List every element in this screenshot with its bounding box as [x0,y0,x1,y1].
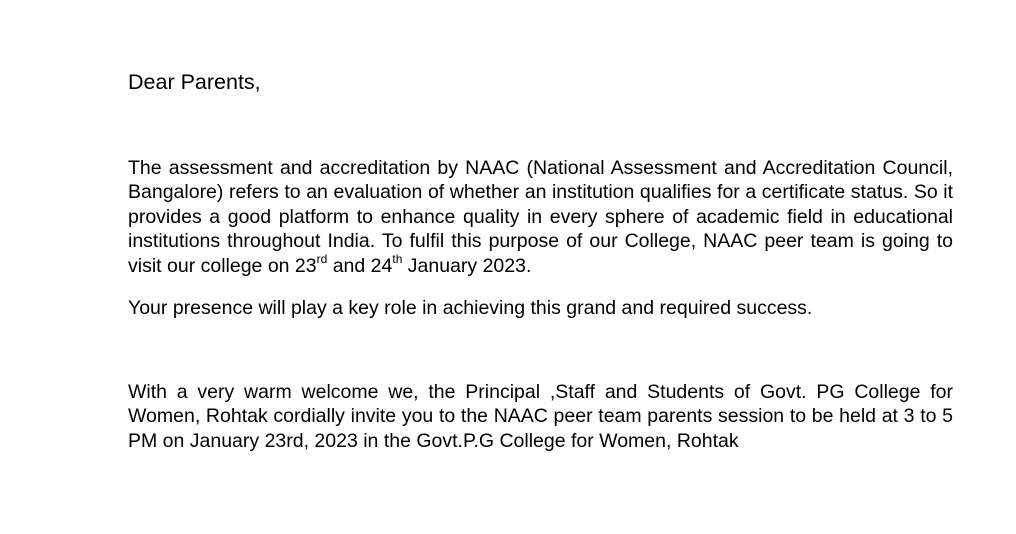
ordinal-suffix-rd: rd [316,251,328,266]
paragraph-invitation: With a very warm welcome we, the Principal ,Staff and Students of Govt. PG College for Women, Rohtak cordially invite you to the NAAC peer team parents session to be held at 3 to 5 PM on January 23rd, 2023 in the Govt.P.G College for Women, Rohtak [128,381,953,452]
paragraph-naac-intro-end: January 2023. [402,254,532,277]
paragraph-naac-intro [128,156,953,278]
paragraph-naac-intro-text: The assessment and accreditation by NAAC (National Assessment and Accreditation Council, Bangalore) refers to an evaluation of whether an institution qualifies for a certificate status. So it provides a good platform to enhance quality in every sphere of academic field in educational institutions throughout India. To fulfil this purpose of our College, NAAC peer team is going to visit our college on 23 [128,157,953,277]
salutation: Dear Parents, [128,70,261,94]
paragraph-naac-intro-mid: and 24 [327,254,393,277]
ordinal-suffix-th: th [392,251,403,266]
paragraph-presence: Your presence will play a key role in achieving this grand and required success. [128,297,813,319]
letter-document [128,0,953,534]
